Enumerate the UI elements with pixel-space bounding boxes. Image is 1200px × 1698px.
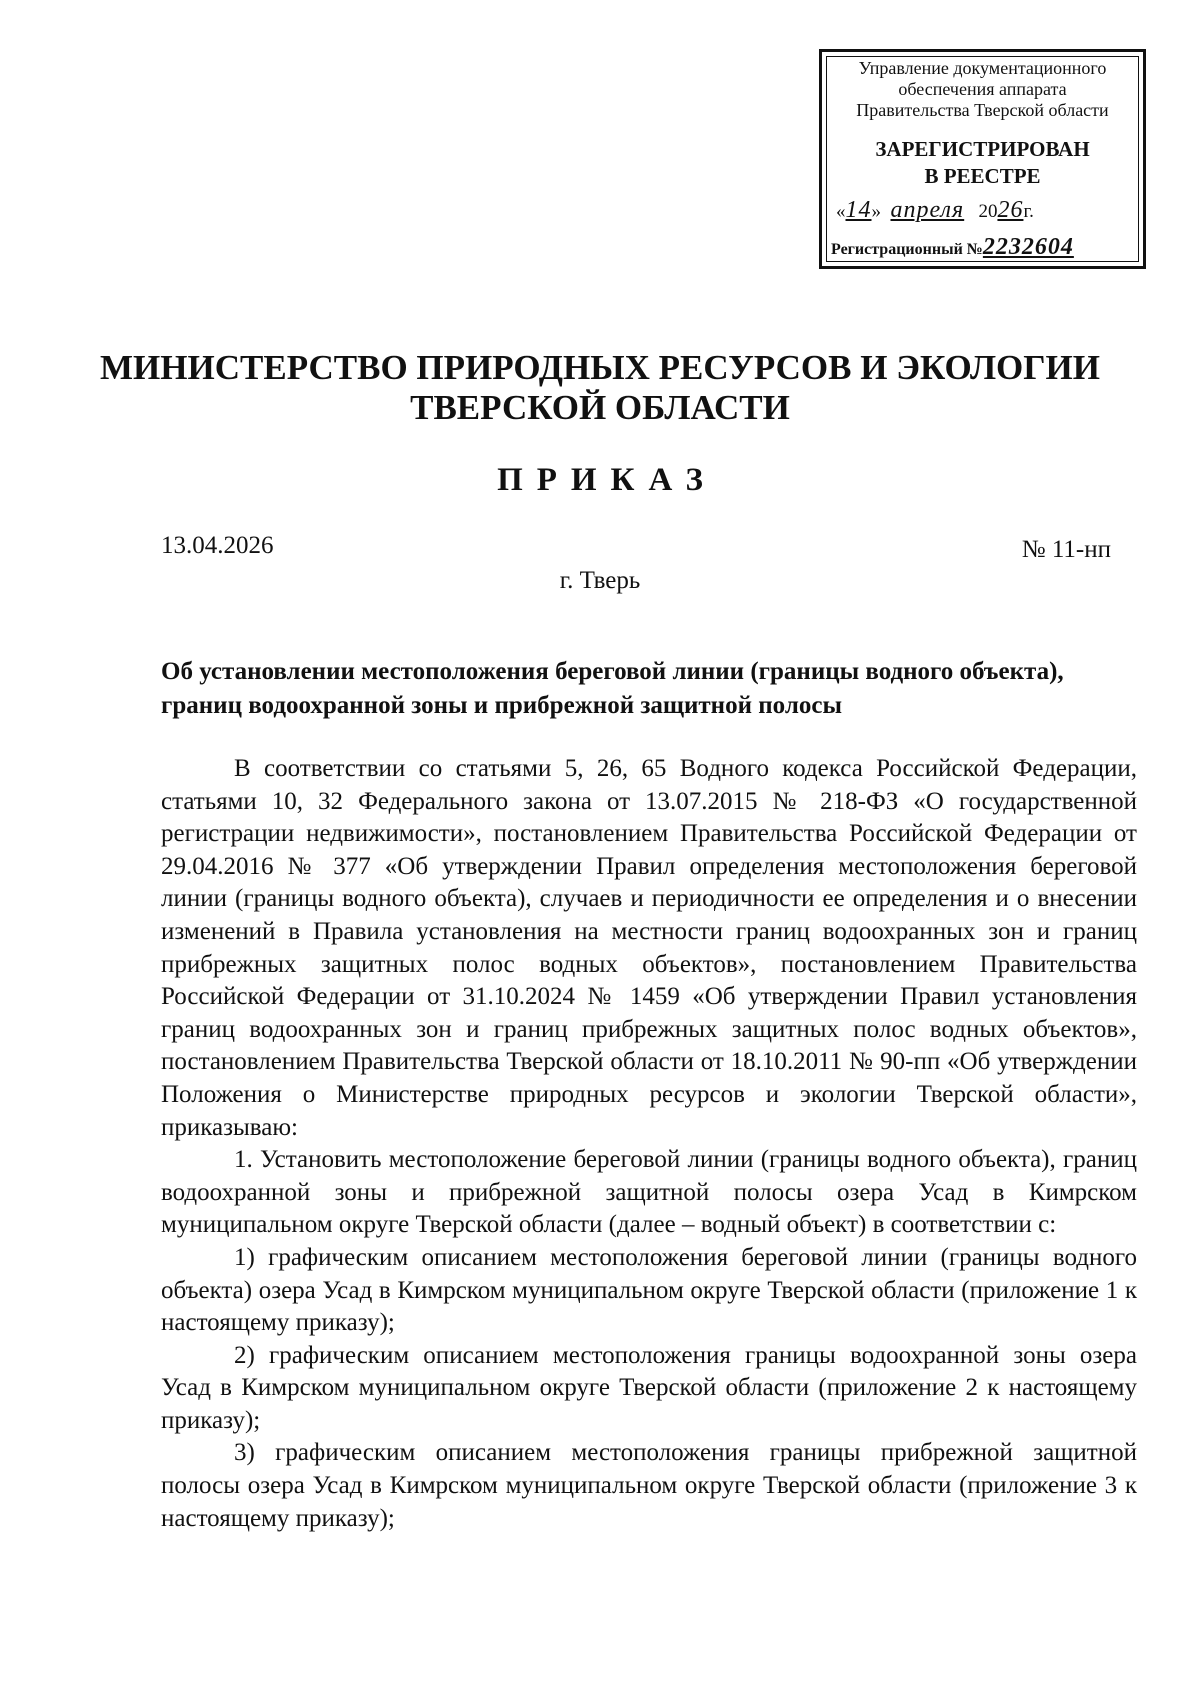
stamp-org-line2: обеспечения аппарата	[898, 79, 1067, 99]
stamp-date	[836, 197, 1034, 224]
order-city: г. Тверь	[559, 567, 641, 594]
stamp-date-year-unit: г.	[1023, 201, 1034, 222]
stamp-date-open-quote: «	[836, 201, 846, 222]
ministry-title-line1: МИНИСТЕРСТВО ПРИРОДНЫХ РЕСУРСОВ И ЭКОЛОГИИ	[100, 348, 1100, 387]
stamp-reg-line1: ЗАРЕГИСТРИРОВАН	[875, 137, 1090, 161]
subitem-3-paragraph: 3) графическим описанием местоположения границы прибрежной защитной полосы озера Усад в Кимрском муниципальном округе Тверской области (приложение 3 к настоящему приказу);	[161, 1439, 1137, 1532]
order-date: 13.04.2026	[161, 532, 274, 559]
stamp-org-line3: Правительства Тверской области	[856, 100, 1109, 120]
stamp-reg-line2: В РЕЕСТРЕ	[924, 164, 1041, 188]
ministry-title-line2: ТВЕРСКОЙ ОБЛАСТИ	[410, 388, 790, 427]
item-1-paragraph: 1. Установить местоположение береговой линии (границы водного объекта), границ водоохранной зоны и прибрежной защитной полосы озера Усад в Кимрском муниципальном округе Тверской области (далее – водный объект) в соответствии с:	[161, 1146, 1137, 1239]
stamp-date-year-suffix: 26	[997, 197, 1024, 223]
order-subject: Об установлении местоположения береговой линии (границы водного объекта), границ водоохранной зоны и прибрежной защитной полосы	[161, 658, 1064, 719]
order-body	[161, 753, 1137, 1535]
stamp-reg-number	[831, 234, 1074, 261]
document-type: ПРИКАЗ	[497, 462, 717, 498]
stamp-reg-number-label: Регистрационный №	[831, 241, 983, 258]
stamp-date-close-quote: »	[871, 201, 881, 222]
subitem-2-paragraph: 2) графическим описанием местоположения границы водоохранной зоны озера Усад в Кимрском муниципальном округе Тверской области (приложение 2 к настоящему приказу);	[161, 1341, 1137, 1434]
stamp-registered	[822, 136, 1143, 190]
stamp-reg-number-value: 2232604	[982, 234, 1074, 260]
stamp-organization	[822, 58, 1143, 121]
registration-stamp	[819, 49, 1146, 269]
ministry-title	[0, 348, 1200, 428]
stamp-org-line1: Управление документационного	[858, 58, 1107, 78]
order-number: № 11-нп	[1021, 536, 1111, 563]
stamp-date-year-prefix: 20	[978, 201, 998, 222]
subitem-1-paragraph: 1) графическим описанием местоположения береговой линии (границы водного объекта) озера Усад в Кимрском муниципальном округе Тверской области (приложение 1 к настоящему приказу);	[161, 1243, 1137, 1337]
preamble-paragraph: В соответствии со статьями 5, 26, 65 Водного кодекса Российской Федерации, статьями 10, 32 Федерального закона от 13.07.2015 № 218-ФЗ «О государственной регистрации недвижимости», постановлением Правительства Российской Федерации от 29.04.2016 № 377 «Об утверждении Правил определения местоположения береговой линии (границы водного объекта), случаев и периодичности ее определения и о внесении изменений в Правила установления на местности границ водоохранных зон и границ прибрежных защитных полос водных объектов», постановлением Правительства Российской Федерации от 31.10.2024 № 1459 «Об утверждении Правил установления границ водоохранных зон и границ прибрежных защитных полос водных объектов», постановлением Правительства Тверской области от 18.10.2011 № 90-пп «Об утверждении Положения о Министерстве природных ресурсов и экологии Тверской области», приказываю:	[161, 755, 1137, 1141]
stamp-date-day: 14	[845, 197, 872, 223]
stamp-date-month: апреля	[890, 197, 965, 223]
